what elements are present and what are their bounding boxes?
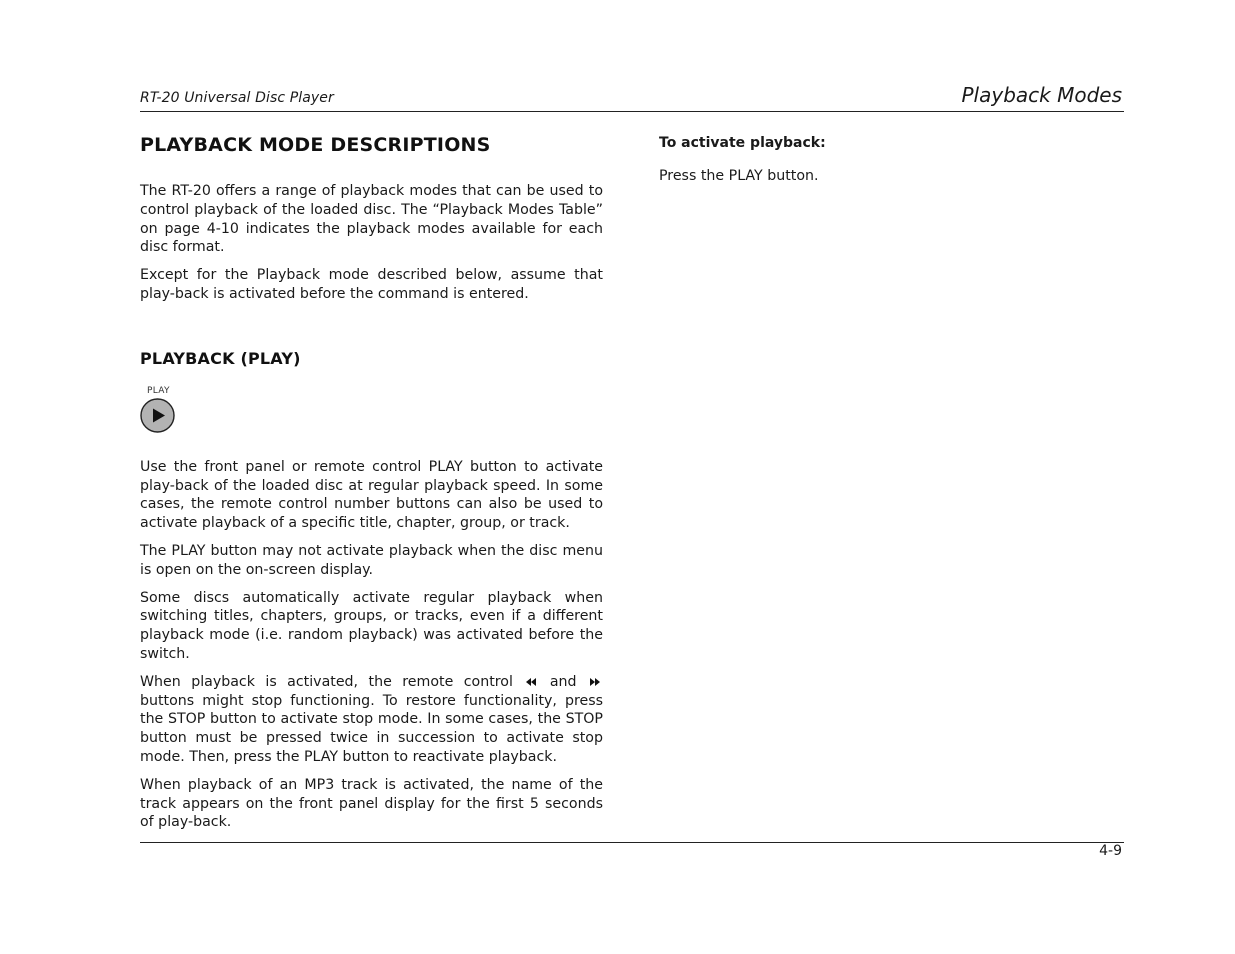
body-paragraph-1: Use the front panel or remote control PLAY button to activate play-back of the loaded disc at regular playback speed. In some cases, the remote control number buttons can also be used to activate playback of a specific title, chapter, group, or track. [140,458,603,532]
running-header [140,82,1124,112]
skip-buttons-paragraph [140,673,603,767]
skip-previous-icon [525,677,537,687]
body-paragraph-2: The PLAY button may not activate playback when the disc menu is open on the on-screen display. [140,542,603,578]
activate-heading: To activate playback: [659,135,826,151]
closing-paragraph: When playback of an MP3 track is activated, the name of the track appears on the front panel display for the first 5 seconds of play-back. [140,776,603,831]
intro-paragraph-2: Except for the Playback mode described below, assume that play-back is activated before the command is entered. [140,267,603,302]
subsection-title: PLAYBACK (PLAY) [140,348,301,368]
intro-paragraph-1: The RT-20 offers a range of playback modes that can be used to control playback of the loaded disc. The “Playback Modes Table” on page 4-10 indicates the playback modes available for each disc format. [140,183,603,256]
right-column [659,134,1122,185]
skip-text-after: buttons might stop functioning. To restore functionality, press the STOP button to activate stop mode. In some cases, the STOP button must be pressed twice in succession to activate stop mode. Then, press the PLAY button to reactivate playback. [140,692,603,765]
footer-rule [140,842,1124,843]
play-button-graphic [140,386,603,436]
section-title: PLAYBACK MODE DESCRIPTIONS [140,134,491,156]
body-paragraph-3: Some discs automatically activate regular playback when switching titles, chapters, groups, or tracks, even if a different playback mode (i.e. random playback) was activated before the switch. [140,589,603,662]
left-column [140,134,603,841]
activate-instruction: Press the PLAY button. [659,168,819,184]
document-title: RT-20 Universal Disc Player [140,90,334,106]
skip-text-between: and [549,673,577,690]
skip-next-icon [589,677,601,687]
chapter-title: Playback Modes [961,83,1122,107]
skip-text-before: When playback is activated, the remote control [140,673,513,690]
play-button-label: PLAY [147,385,170,396]
play-button[interactable] [140,398,175,433]
play-triangle-icon [140,398,175,433]
page-number: 4-9 [1099,843,1122,859]
